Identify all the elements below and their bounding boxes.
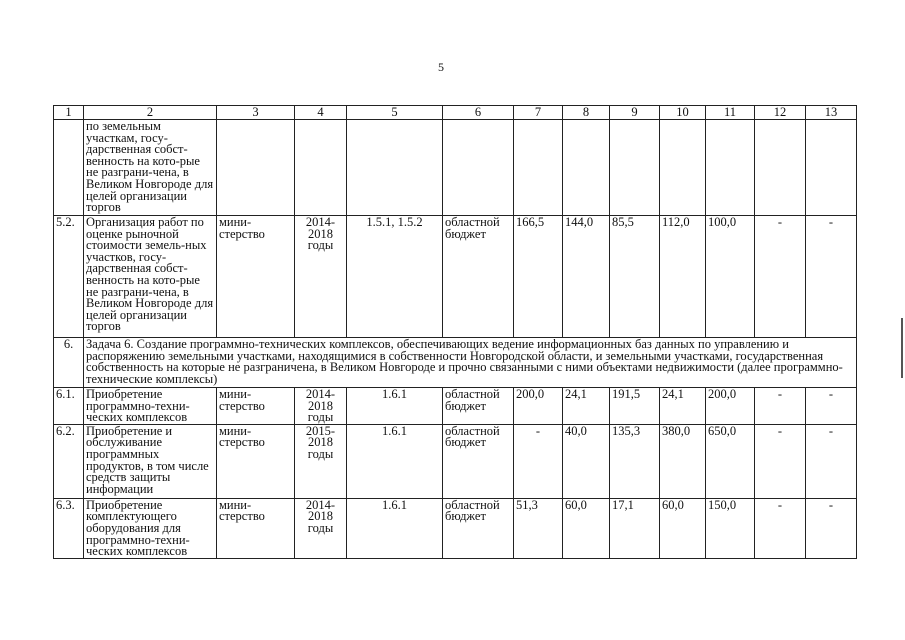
task-description: Задача 6. Создание программно-технических комплексов, обеспечивающих ведение информационных баз данных по управлению и распоряжению земельными участками, находящимися в собственности Новгородской области, и земельными участками, государственная собственность на которые не разграничена, в Великом Новгороде и прочно связанными с ними объектами недвижимости (далее программно-технические комплексы)	[84, 338, 857, 388]
value-col-7: 200,0	[514, 388, 563, 425]
table-row-6-3	[54, 498, 857, 558]
item-number: 6.2.	[54, 424, 84, 498]
value-col-7: 166,5	[514, 216, 563, 338]
table-row-5-2	[54, 216, 857, 338]
column-header: 2	[84, 106, 217, 120]
value-col-12: -	[755, 498, 806, 558]
value-col-10: 24,1	[660, 388, 706, 425]
table-row-6-2	[54, 424, 857, 498]
column-header: 11	[706, 106, 755, 120]
item-number: 6.3.	[54, 498, 84, 558]
item-source: областной бюджет	[443, 424, 514, 498]
value-col-7: -	[514, 424, 563, 498]
item-period: 2014-2018 годы	[295, 498, 347, 558]
value-col-10: 112,0	[660, 216, 706, 338]
value-col-8: 24,1	[563, 388, 610, 425]
table-row-6	[54, 338, 857, 388]
item-name: Приобретение комплектующего оборудования для программно-техни-ческих комплексов	[84, 498, 217, 558]
item-source: областной бюджет	[443, 216, 514, 338]
item-target: 1.6.1	[347, 498, 443, 558]
item-source: областной бюджет	[443, 388, 514, 425]
item-period: 2014-2018 годы	[295, 216, 347, 338]
value-col-13: -	[806, 498, 857, 558]
item-target: 1.6.1	[347, 388, 443, 425]
value-col-8: 40,0	[563, 424, 610, 498]
column-header: 3	[217, 106, 295, 120]
value-col-13: -	[806, 388, 857, 425]
value-col-9: 17,1	[610, 498, 660, 558]
value-col-8: 144,0	[563, 216, 610, 338]
value-col-13: -	[806, 424, 857, 498]
scan-edge-mark	[901, 318, 903, 378]
value-col-11: 200,0	[706, 388, 755, 425]
value-col-9: 191,5	[610, 388, 660, 425]
value-col-11: 150,0	[706, 498, 755, 558]
column-header: 7	[514, 106, 563, 120]
column-header: 4	[295, 106, 347, 120]
item-executor: мини-стерство	[217, 388, 295, 425]
item-name: по земельным участкам, госу-дарственная собст-венность на кото-рые не разграни-чена, в Великом Новгороде для целей организации торгов	[84, 120, 217, 216]
item-period: 2015-2018 годы	[295, 424, 347, 498]
program-table	[53, 105, 857, 559]
item-executor: мини-стерство	[217, 498, 295, 558]
column-header: 12	[755, 106, 806, 120]
item-name: Приобретение программно-техни-ческих комплексов	[84, 388, 217, 425]
item-number: 5.2.	[54, 216, 84, 338]
value-col-12: -	[755, 388, 806, 425]
item-name: Приобретение и обслуживание программных продуктов, в том числе средств защиты информации	[84, 424, 217, 498]
column-header: 9	[610, 106, 660, 120]
column-header: 10	[660, 106, 706, 120]
value-col-9: 85,5	[610, 216, 660, 338]
value-col-10: 60,0	[660, 498, 706, 558]
item-name: Организация работ по оценке рыночной стоимости земель-ных участков, госу-дарственная собст-венность на кото-рые не разграни-чена, в Великом Новгороде для целей организации торгов	[84, 216, 217, 338]
column-header: 8	[563, 106, 610, 120]
item-number: 6.	[54, 338, 84, 388]
column-header: 1	[54, 106, 84, 120]
item-number: 6.1.	[54, 388, 84, 425]
value-col-13: -	[806, 216, 857, 338]
table-row-continuation	[54, 120, 857, 216]
item-target: 1.6.1	[347, 424, 443, 498]
column-header-row	[54, 106, 857, 120]
value-col-11: 100,0	[706, 216, 755, 338]
item-period: 2014-2018 годы	[295, 388, 347, 425]
table-row-6-1	[54, 388, 857, 425]
value-col-12: -	[755, 216, 806, 338]
value-col-8: 60,0	[563, 498, 610, 558]
value-col-11: 650,0	[706, 424, 755, 498]
value-col-10: 380,0	[660, 424, 706, 498]
value-col-12: -	[755, 424, 806, 498]
column-header: 13	[806, 106, 857, 120]
value-col-7: 51,3	[514, 498, 563, 558]
column-header: 5	[347, 106, 443, 120]
item-source: областной бюджет	[443, 498, 514, 558]
value-col-9: 135,3	[610, 424, 660, 498]
item-target: 1.5.1, 1.5.2	[347, 216, 443, 338]
column-header: 6	[443, 106, 514, 120]
page-number: 5	[438, 60, 444, 74]
item-executor: мини-стерство	[217, 216, 295, 338]
item-executor: мини-стерство	[217, 424, 295, 498]
